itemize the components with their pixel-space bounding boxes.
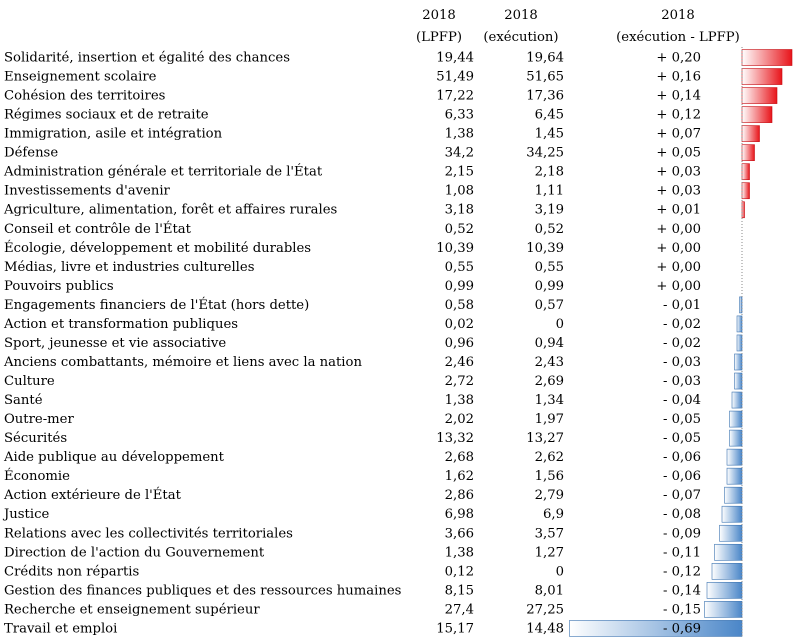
execution-value: 6,9 bbox=[543, 507, 564, 523]
category-label: Immigration, asile et intégration bbox=[4, 126, 223, 142]
lpfp-value: 0,02 bbox=[444, 316, 474, 332]
diff-value-label: - 0,07 bbox=[662, 488, 701, 504]
execution-value: 34,25 bbox=[526, 145, 564, 161]
execution-value: 0,52 bbox=[534, 221, 564, 237]
execution-value: 2,62 bbox=[534, 450, 564, 466]
lpfp-value: 3,18 bbox=[444, 202, 474, 218]
lpfp-label-header: (LPFP) bbox=[416, 30, 462, 45]
diff-value-label: - 0,15 bbox=[662, 602, 701, 618]
execution-value: 0,94 bbox=[534, 335, 564, 351]
category-label: Administration générale et territoriale de l'État bbox=[4, 164, 323, 180]
execution-value: 1,97 bbox=[534, 412, 564, 428]
lpfp-value: 0,99 bbox=[444, 278, 474, 294]
lpfp-value: 2,86 bbox=[444, 488, 474, 504]
diff-bar bbox=[725, 487, 743, 503]
lpfp-value: 0,12 bbox=[444, 564, 474, 580]
table-row bbox=[4, 297, 742, 313]
execution-value: 13,27 bbox=[526, 431, 564, 447]
lpfp-value: 1,62 bbox=[444, 469, 474, 485]
diff-value-label: - 0,01 bbox=[662, 297, 701, 313]
diff-value-label: - 0,04 bbox=[662, 393, 701, 409]
diff-value-label: + 0,05 bbox=[656, 145, 701, 161]
diff-value-label: + 0,14 bbox=[656, 88, 701, 104]
category-label: Direction de l'action du Gouvernement bbox=[4, 545, 265, 561]
diff-bar bbox=[742, 164, 750, 180]
table-row bbox=[4, 525, 742, 541]
lpfp-value: 34,2 bbox=[444, 145, 474, 161]
lpfp-value: 3,66 bbox=[444, 526, 474, 542]
table-row bbox=[4, 582, 742, 598]
table-row bbox=[4, 107, 772, 123]
diff-value-label: + 0,12 bbox=[656, 107, 701, 123]
diff-value-label: - 0,12 bbox=[662, 564, 701, 580]
category-label: Justice bbox=[4, 507, 50, 523]
category-label: Cohésion des territoires bbox=[4, 88, 166, 104]
lpfp-value: 17,22 bbox=[436, 88, 474, 104]
table-row bbox=[4, 240, 701, 256]
table-row bbox=[4, 373, 742, 389]
diff-bar bbox=[705, 601, 743, 617]
table-row bbox=[4, 544, 742, 560]
diff-bar bbox=[742, 50, 792, 66]
category-label: Engagements financiers de l'État (hors dette) bbox=[4, 297, 310, 313]
table-row bbox=[4, 69, 782, 85]
category-label: Pouvoirs publics bbox=[4, 278, 114, 294]
table-row bbox=[4, 126, 760, 142]
table-row bbox=[2, 506, 742, 522]
execution-value: 10,39 bbox=[526, 240, 564, 256]
lpfp-value: 1,38 bbox=[444, 126, 474, 142]
diff-value-label: - 0,11 bbox=[662, 545, 701, 561]
diff-bar bbox=[737, 335, 742, 351]
execution-value: 0 bbox=[555, 316, 564, 332]
category-label: Sport, jeunesse et vie associative bbox=[4, 335, 227, 351]
lpfp-value: 0,55 bbox=[444, 259, 474, 275]
lpfp-value: 1,38 bbox=[444, 545, 474, 561]
diff-bar bbox=[742, 107, 772, 123]
category-label: Aide publique au développement bbox=[4, 450, 224, 466]
diff-bar bbox=[737, 316, 742, 332]
category-label: Crédits non répartis bbox=[4, 564, 140, 580]
execution-value: 14,48 bbox=[526, 621, 564, 637]
category-label: Investissements d'avenir bbox=[4, 183, 170, 199]
diff-year-header: 2018 bbox=[661, 8, 695, 23]
table-row bbox=[4, 335, 742, 351]
table-row bbox=[4, 620, 742, 636]
lpfp-value: 2,15 bbox=[444, 164, 474, 180]
diff-value-label: + 0,03 bbox=[656, 183, 701, 199]
lpfp-value: 2,68 bbox=[444, 450, 474, 466]
category-label: Enseignement scolaire bbox=[4, 69, 157, 85]
category-label: Économie bbox=[4, 469, 70, 485]
diff-value-label: + 0,00 bbox=[656, 278, 701, 294]
execution-value: 19,64 bbox=[526, 50, 564, 66]
diff-value-label: + 0,07 bbox=[656, 126, 701, 142]
diff-bar bbox=[707, 582, 742, 598]
category-label: Sécurités bbox=[4, 431, 68, 447]
lpfp-value: 13,32 bbox=[436, 431, 474, 447]
execution-value: 2,79 bbox=[534, 488, 564, 504]
category-label: Outre-mer bbox=[4, 412, 74, 428]
category-label: Travail et emploi bbox=[4, 621, 118, 637]
execution-year-header: 2018 bbox=[504, 8, 538, 23]
table-rows bbox=[2, 50, 792, 637]
diff-value-label: + 0,00 bbox=[656, 259, 701, 275]
execution-value: 51,65 bbox=[526, 69, 564, 85]
lpfp-value: 0,52 bbox=[444, 221, 474, 237]
diff-bar bbox=[742, 126, 760, 142]
diff-value-label: - 0,03 bbox=[662, 374, 701, 390]
lpfp-value: 27,4 bbox=[444, 602, 474, 618]
diff-value-label: - 0,06 bbox=[662, 450, 701, 466]
lpfp-value: 0,58 bbox=[444, 297, 474, 313]
diff-value-label: - 0,09 bbox=[662, 526, 701, 542]
table-row bbox=[4, 563, 742, 579]
execution-value: 1,45 bbox=[534, 126, 564, 142]
category-label: Culture bbox=[4, 374, 55, 390]
table-row bbox=[4, 183, 750, 199]
diff-value-label: - 0,69 bbox=[662, 621, 701, 637]
category-label: Régimes sociaux et de retraite bbox=[4, 107, 209, 123]
category-label: Défense bbox=[4, 145, 59, 161]
execution-value: 1,56 bbox=[534, 469, 564, 485]
table-row bbox=[4, 468, 742, 484]
category-label: Conseil et contrôle de l'État bbox=[4, 221, 191, 237]
diff-bar bbox=[742, 69, 782, 85]
table-row bbox=[4, 221, 701, 237]
table-row bbox=[4, 392, 742, 408]
table-row bbox=[4, 88, 777, 104]
diff-bar bbox=[735, 373, 743, 389]
diff-bar bbox=[732, 392, 742, 408]
execution-value: 1,34 bbox=[534, 393, 564, 409]
execution-value: 17,36 bbox=[526, 88, 564, 104]
table-row bbox=[4, 145, 755, 161]
diff-label-header: (exécution - LPFP) bbox=[616, 30, 740, 45]
execution-value: 2,18 bbox=[534, 164, 564, 180]
table-row bbox=[3, 316, 742, 332]
column-headers bbox=[416, 8, 740, 45]
execution-label-header: (exécution) bbox=[483, 30, 559, 45]
diff-value-label: + 0,01 bbox=[656, 202, 701, 218]
category-label: Recherche et enseignement supérieur bbox=[4, 602, 260, 618]
table-row bbox=[3, 487, 742, 503]
execution-value: 6,45 bbox=[534, 107, 564, 123]
lpfp-value: 2,46 bbox=[444, 354, 474, 370]
diff-bar bbox=[720, 525, 743, 541]
diff-value-label: - 0,02 bbox=[662, 316, 701, 332]
execution-value: 1,27 bbox=[534, 545, 564, 561]
lpfp-value: 6,33 bbox=[444, 107, 474, 123]
category-label: Médias, livre et industries culturelles bbox=[4, 259, 255, 275]
diff-bar bbox=[570, 620, 743, 636]
lpfp-value: 1,38 bbox=[444, 393, 474, 409]
table-row bbox=[4, 430, 742, 446]
diff-bar bbox=[715, 544, 743, 560]
category-label: Écologie, développement et mobilité durables bbox=[4, 240, 312, 256]
diff-value-label: + 0,03 bbox=[656, 164, 701, 180]
execution-value: 3,57 bbox=[534, 526, 564, 542]
category-label: Action extérieure de l'État bbox=[4, 488, 181, 504]
diff-value-label: + 0,00 bbox=[656, 240, 701, 256]
category-label: Action et transformation publiques bbox=[4, 316, 239, 332]
diff-value-label: - 0,14 bbox=[662, 583, 701, 599]
diff-bar bbox=[730, 411, 743, 427]
category-label: Gestion des finances publiques et des ressources humaines bbox=[4, 583, 402, 599]
execution-value: 27,25 bbox=[526, 602, 564, 618]
execution-value: 0,99 bbox=[534, 278, 564, 294]
table-row bbox=[3, 354, 742, 370]
lpfp-value: 1,08 bbox=[444, 183, 474, 199]
table-row bbox=[4, 260, 701, 275]
diff-value-label: - 0,06 bbox=[662, 469, 701, 485]
lpfp-value: 19,44 bbox=[436, 50, 474, 66]
category-label: Agriculture, alimentation, forêt et affaires rurales bbox=[4, 202, 338, 218]
category-label: Santé bbox=[4, 393, 43, 409]
lpfp-value: 2,02 bbox=[444, 412, 474, 428]
diff-value-label: - 0,02 bbox=[662, 335, 701, 351]
category-label: Anciens combattants, mémoire et liens avec la nation bbox=[4, 354, 362, 370]
execution-value: 0,55 bbox=[534, 259, 564, 275]
diff-bar bbox=[727, 449, 742, 465]
lpfp-value: 8,15 bbox=[444, 583, 474, 599]
diff-value-label: - 0,03 bbox=[662, 354, 701, 370]
diff-bar bbox=[742, 145, 755, 161]
execution-value: 2,69 bbox=[534, 374, 564, 390]
lpfp-value: 0,96 bbox=[444, 335, 474, 351]
diff-value-label: + 0,20 bbox=[656, 50, 701, 66]
execution-value: 2,43 bbox=[534, 354, 564, 370]
lpfp-value: 51,49 bbox=[436, 69, 474, 85]
execution-value: 8,01 bbox=[534, 583, 564, 599]
execution-value: 1,11 bbox=[534, 183, 564, 199]
diff-bar bbox=[742, 88, 777, 104]
diff-bar bbox=[722, 506, 742, 522]
lpfp-value: 15,17 bbox=[436, 621, 474, 637]
diff-value-label: + 0,16 bbox=[656, 69, 701, 85]
diff-bar bbox=[727, 468, 742, 484]
execution-value: 0,57 bbox=[534, 297, 564, 313]
lpfp-value: 2,72 bbox=[444, 374, 474, 390]
diff-bar bbox=[730, 430, 743, 446]
table-row bbox=[3, 164, 750, 180]
table-row bbox=[4, 601, 742, 617]
category-label: Solidarité, insertion et égalité des chances bbox=[4, 50, 290, 66]
diff-bar bbox=[712, 563, 742, 579]
diff-value-label: + 0,00 bbox=[656, 221, 701, 237]
diff-bar bbox=[735, 354, 743, 370]
diff-bar bbox=[742, 183, 750, 199]
lpfp-year-header: 2018 bbox=[422, 8, 456, 23]
diff-value-label: - 0,08 bbox=[662, 507, 701, 523]
table-row bbox=[4, 411, 742, 427]
execution-value: 3,19 bbox=[534, 202, 564, 218]
lpfp-value: 6,98 bbox=[444, 507, 474, 523]
lpfp-value: 10,39 bbox=[436, 240, 474, 256]
table-row bbox=[3, 449, 742, 465]
table-row bbox=[3, 202, 745, 218]
table-row bbox=[4, 50, 792, 66]
table-row bbox=[4, 279, 701, 294]
execution-value: 0 bbox=[555, 564, 564, 580]
diff-value-label: - 0,05 bbox=[662, 431, 701, 447]
category-label: Relations avec les collectivités territoriales bbox=[4, 526, 293, 542]
diff-value-label: - 0,05 bbox=[662, 412, 701, 428]
